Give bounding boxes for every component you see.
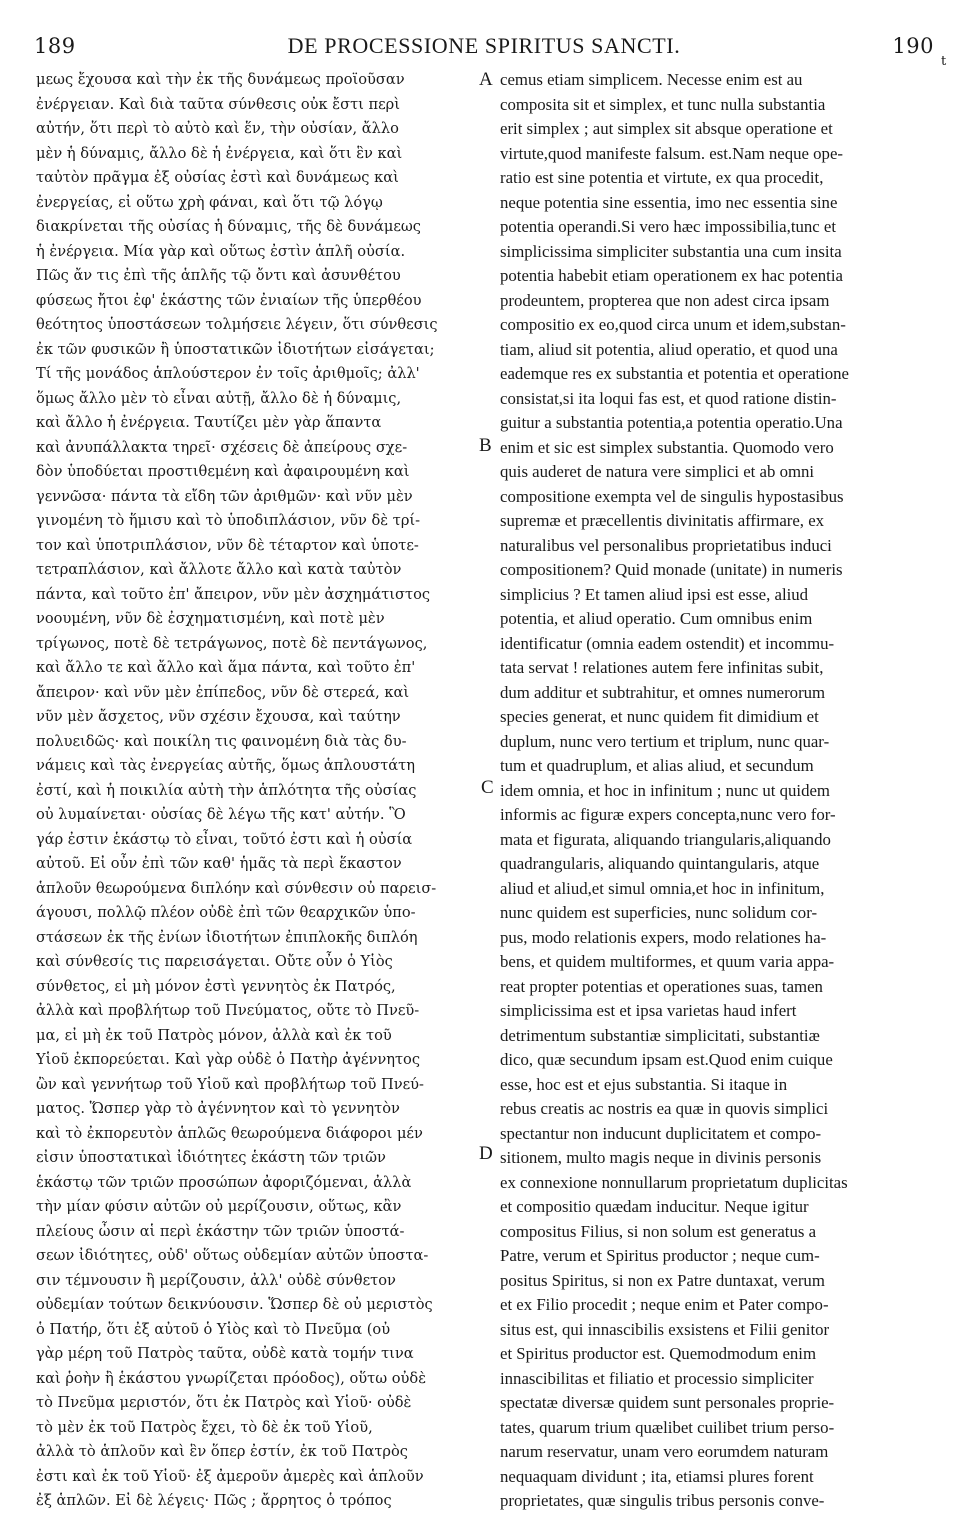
greek-text-line: νάμεις καὶ τὰς ἐνεργείας αὐτῆς, ὅμως ἁπλουστάτη [36,757,415,774]
greek-text-line: καὶ ἄλλο τε καὶ ἄλλο καὶ ἅμα πάντα, καὶ τοῦτο ἐπ' [36,659,416,676]
greek-text-line: γὰρ μέρη τοῦ Πατρὸς ταῦτα, οὐδὲ κατὰ τομήν τινα [36,1345,414,1362]
latin-text-line: narum reservatur, unam vero eorumdem naturam [500,1442,829,1461]
latin-text-line: dico, quæ secundum ipsam est.Quod enim cuique [500,1050,833,1069]
greek-text-line: τρίγωνος, ποτὲ δὲ τετράγωνος, ποτὲ δὲ πεντάγωνος, [36,634,428,652]
latin-text-line: ratio est sine potentia et virtute, ex qua procedit, [500,168,824,187]
greek-text-line: ἁπλοῦν θεωρούμενα διπλόην καὶ σύνθεσιν οὐ παρεισ- [36,879,437,897]
greek-text-line: ἡ ἐνέργεια. Μία γὰρ καὶ οὕτως ἐστὶν ἁπλῆ οὐσία. [36,242,406,260]
latin-text-line: reat propter potentias et operationes suas, tamen [500,976,823,996]
latin-column [500,68,936,1514]
latin-text-line: tata servat ! relationes autem fere infinitas subit, [500,658,824,677]
greek-text-line: αὐτήν, ὅτι περὶ τὸ αὐτὸ καὶ ἕν, τὴν οὐσίαν, ἄλλο [36,120,399,137]
greek-text-line: πλείους ὦσιν αἱ περὶ ἑκάστην τῶν τριῶν ὑποστά- [36,1222,405,1240]
latin-text-line: compositionem? Quid monade (unitate) in numeris [500,560,843,579]
latin-text-line: simplicius ? Et tamen aliud ipsi est esse, aliud [500,584,809,604]
greek-text-line: ματος. Ὥσπερ γὰρ τὸ ἀγέννητον καὶ τὸ γεννητὸν [36,1100,400,1117]
latin-text-line: consistat,si ita loqui fas est, et quod ratione distin- [500,388,837,408]
latin-text-line: composita sit et simplex, et tunc nulla substantia [500,94,826,114]
latin-text-line: quadrangularis, aliquando quintangularis, atque [500,854,820,873]
latin-text-line: innascibilitas et filiatio et processio simpliciter [500,1368,814,1388]
latin-text-line: spectantur non inducunt duplicitatem et compo- [500,1123,822,1143]
latin-text-line: compositione exempta vel de singulis hypostasibus [500,486,844,506]
latin-text-line: supremæ et præcellentis divinitatis affirmare, ex [500,511,825,530]
greek-text-line: Υἱοῦ ἐκπορεύεται. Καὶ γὰρ οὐδὲ ὁ Πατὴρ ἀγέννητος [36,1051,421,1068]
latin-text-line: guitur a substantia potentia,a potentia operatio.Una [500,413,843,432]
greek-text-line: ἑκάστῳ τῶν τριῶν προσώπων ἀφοριζόμεναι, ἀλλὰ [36,1173,412,1191]
latin-text-line: compositio ex eo,quod circa unum et idem,substan- [500,315,846,334]
greek-text-line: ἐστι καὶ ἐκ τοῦ Υἱοῦ· ἐξ ἀμεροῦν ἀμερὲς καὶ ἁπλοῦν [36,1467,424,1485]
greek-text-line: τὸ μὲν ἐκ τοῦ Πατρὸς ἔχει, τὸ δὲ ἐκ τοῦ Υἱοῦ, [36,1418,373,1436]
greek-text-line: γεννῶσα· πάντα τὰ εἴδη τῶν ἀριθμῶν· καὶ νῦν μὲν [36,487,413,505]
greek-text-line: τον καὶ ὑποτριπλάσιον, νῦν δὲ τέταρτον καὶ ὑποτε- [36,536,419,554]
latin-text-line: positus Spiritus, si non ex Patre duntaxat, verum [500,1270,825,1290]
latin-text-line: idem omnia, et hoc in infinitum ; nunc ut quidem [500,780,830,800]
latin-text-line: duplum, nunc vero tertium et triplum, nunc quar- [500,731,830,751]
greek-text-line: νοουμένη, νῦν δὲ ἐσχηματισμένη, καὶ ποτὲ μὲν [36,610,385,627]
greek-text-line: τὴν μίαν φύσιν αὐτῶν οὐ μερίζουσιν, οὕτως, κἂν [36,1198,402,1215]
greek-text-line: ἀλλὰ καὶ προβλήτωρ τοῦ Πνεύματος, οὔτε τὸ Πνεῦ- [36,1002,420,1019]
latin-text-line: cemus etiam simplicem. Necesse enim est au [500,70,803,89]
greek-column [36,68,474,1514]
latin-text-line: compositus Filius, si non solum est generatus a [500,1221,817,1241]
greek-text-line: ταὐτὸν πρᾶγμα ἐξ οὐσίας ἐστὶ καὶ δυνάμεως καὶ [36,169,399,186]
greek-text-line: ἀλλὰ τὸ ἁπλοῦν καὶ ἓν ὅπερ ἐστίν, ἐκ τοῦ Πατρὸς [36,1443,408,1460]
latin-text-line: identificatur (omnia eadem ostendit) et incommu- [500,633,835,653]
page-number-right: 190 [892,34,934,58]
greek-text-line: Πῶς ἄν τις ἐπὶ τῆς ἁπλῆς τῷ ὄντι καὶ ἀσυνθέτου [36,267,401,284]
latin-text-line: pus, modo relationis expers, modo relationes ha- [500,927,827,947]
latin-text-line: tiam, aliud sit potentia, aliud operatio, et quod una [500,339,838,359]
greek-text-line: ἐστί, καὶ ἡ ποικιλία αὐτὴ τὴν ἁπλότητα τῆς οὐσίας [36,781,417,799]
latin-text-line: proprietates, quæ singulis tribus personis conve- [500,1491,825,1510]
latin-text-line: ex connexione nonnullarum proprietatum duplicitas [500,1172,848,1192]
latin-text-line: tum et quadruplum, et alias aliud, et secundum [500,756,814,775]
greek-text-line: ὢν καὶ γεννήτωρ τοῦ Υἱοῦ καὶ προβλήτωρ τοῦ Πνεύ- [36,1075,424,1093]
latin-text-line: et Spiritus productor est. Quemodmodum enim [500,1344,817,1363]
margin-letter-c: C [481,777,494,798]
greek-text-line: θεότητος ὑποστάσεων τολμήσειε λέγειν, ὅτι σύνθεσις [36,316,438,333]
greek-text-line: τετραπλάσιον, καὶ ἄλλοτε ἄλλο καὶ κατὰ ταὐτὸν [36,561,402,578]
latin-text-line: rebus creatis ac nostris ea quæ in quovis simplici [500,1099,829,1118]
greek-text-line: καὶ τὸ ἐκπορευτὸν ἁπλῶς θεωρούμενα διάφοροι μέν [36,1124,423,1142]
margin-letter-a: A [479,69,493,90]
greek-text-line: καὶ ἀνυπάλλακτα τηρεῖ· σχέσεις δὲ ἀπείρους σχε- [36,438,408,456]
latin-text-line: et ex Filio procedit ; neque enim et Pater compo- [500,1295,829,1314]
latin-text-line: informis ac figuræ expers concepta,nunc vero for- [500,805,836,824]
latin-text-line: esse, hoc est et ejus substantia. Si itaque in [500,1074,788,1094]
latin-text-line: tates, quarum trium quælibet cuilibet trium perso- [500,1417,835,1437]
latin-text-line: quis auderet de natura vere simplici et ab omni [500,462,815,481]
greek-text-line: οὐδεμίαν τούτων δεικνύουσιν. Ὥσπερ δὲ οὐ μεριστὸς [36,1296,433,1313]
greek-text-line: φύσεως ἤτοι ἐφ' ἑκάστης τῶν ἐνιαίων τῆς ὑπερθέου [36,291,422,309]
greek-text-line: καὶ ῥοὴν ἢ ἑκάστου γνωρίζεται πρόοδος), οὕτω οὐδὲ [36,1369,427,1387]
greek-text-line: μεως ἔχουσα καὶ τὴν ἐκ τῆς δυνάμεως προϊοῦσαν [36,71,405,88]
greek-text-line: ἐνέργειαν. Καὶ διὰ ταῦτα σύνθεσις οὐκ ἔστι περὶ [36,95,400,113]
greek-text-line: ἐνεργείας, εἰ οὕτω χρὴ φάναι, καὶ ὅτι τῷ λόγῳ [36,193,383,211]
latin-text-line: Patre, verum et Spiritus productor ; neque cum- [500,1246,820,1265]
greek-text-line: ἄπειρον· καὶ νῦν μὲν ἐπίπεδος, νῦν δὲ στερεά, καὶ [36,683,410,701]
latin-text-line: naturalibus vel personalibus proprietatibus induci [500,535,832,555]
latin-text-line: aliud et aliud,et simul omnia,et hoc in infinitum, [500,878,825,898]
greek-text-line: σιν τέμνουσιν ἢ μερίζουσιν, ἀλλ' οὐδὲ σύνθετον [36,1271,396,1289]
latin-text-line: spectatæ diversæ quidem sunt personales proprie- [500,1393,835,1412]
latin-text-line: enim et sic est simplex substantia. Quomodo vero [500,437,834,457]
greek-text-line: Τί τῆς μονάδος ἁπλούστερον ἐν τοῖς ἀριθμοῖς; ἀλλ' [36,365,420,382]
greek-text-line: δὸν ὑποδύεται προστιθεμένη καὶ ἀφαιρουμένη καὶ [36,463,410,480]
latin-text-line: detrimentum substantiæ simplicitati, substantiæ [500,1025,820,1045]
latin-text-line: species generat, et nunc quidem fit dimidium et [500,707,819,726]
greek-text-line: ἐξ ἁπλῶν. Εἰ δὲ λέγεις· Πῶς ; ἄρρητος ὁ τρόπος [36,1492,392,1509]
latin-text-line: simplicissima simpliciter substantia una cum insita [500,241,842,261]
greek-text-line: τὸ Πνεῦμα μεριστόν, ὅτι ἐκ Πατρὸς καὶ Υἱοῦ· οὐδὲ [36,1394,412,1411]
greek-text-line: σύνθετος, εἰ μὴ μόνον ἐστὶ γεννητὸς ἐκ Πατρός, [36,977,396,995]
latin-text-line: mata et figurata, aliquando triangularis,aliquando [500,829,831,849]
greek-text-line: ὁ Πατήρ, ὅτι ἐξ αὐτοῦ ὁ Υἱὸς καὶ τὸ Πνεῦμα (οὐ [36,1320,391,1338]
greek-text-line: μὲν ἡ δύναμις, ἄλλο δὲ ἡ ἐνέργεια, καὶ ὅτι ἓν καὶ [36,144,403,162]
latin-text-line: dum additur et subtrahitur, et omnes numerorum [500,682,826,702]
greek-text-line: ὅμως ἄλλο μὲν τὸ εἶναι αὐτῇ, ἄλλο δὲ ἡ δύναμις, [36,389,402,407]
latin-text-line: et compositio quædam inducitur. Neque igitur [500,1197,809,1216]
latin-text-line: virtute,quod manifeste falsum. est.Nam neque ope- [500,143,843,163]
greek-text-line: γάρ ἐστιν ἑκάστῳ τὸ εἶναι, τοῦτό ἐστι καὶ ἡ οὐσία [36,830,413,848]
greek-text-line: διακρίνεται τῆς οὐσίας ἡ δύναμις, τῆς δὲ δυνάμεως [36,218,421,235]
latin-text-line: simplicissima est et ipsa varietas haud infert [500,1001,797,1020]
latin-text-line: prodeuntem, propterea que non adest circa ipsam [500,290,830,310]
latin-text-line: potentia, et aliud operatio. Cum omnibus enim [500,609,813,628]
greek-text-line: σεων ἰδιότητες, οὐδ' οὕτως οὐδεμίαν αὐτῶν ὑποστα- [36,1247,429,1264]
greek-text-line: εἰσιν ὑποστατικαὶ ἰδιότητες ἑκάστη τῶν τριῶν [36,1149,386,1166]
greek-text-line: πολυειδῶς· καὶ ποικίλη τις φαινομένη διὰ τὰς δυ- [36,732,407,750]
latin-text-line: situs est, qui innascibilis exsistens et Filii genitor [500,1319,830,1339]
latin-text-line: erit simplex ; aut simplex sit absque operatione et [500,119,833,138]
latin-text-line: nequaquam dividunt ; ita, etiamsi plures forent [500,1466,814,1486]
margin-letter-b: B [479,435,492,456]
greek-text-line: καὶ σύνθεσίς τις παρεισάγεται. Οὔτε οὖν ὁ Υἱὸς [36,953,393,970]
page-header [34,34,934,58]
latin-text-line: neque potentia sine essentia, imo nec essentia sine [500,192,838,212]
latin-text-line: potentia operandi.Si vero hæc impossibilia,tunc et [500,217,837,236]
latin-text-line: bens, et quidem multiformes, et quum varia appa- [500,952,835,971]
latin-text-line: potentia habebit etiam operationem ex hac potentia [500,266,843,285]
greek-text-line: άγουσι, πολλῷ πλέον οὐδὲ ἐπὶ τῶν θεαρχικῶν ὑπο- [36,904,416,921]
greek-text-line: στάσεων ἐκ τῆς ἐνίων ἰδιοτήτων ἐπιπλοκῆς διπλόη [36,928,418,946]
greek-text-line: γινομένη τὸ ἥμισυ καὶ τὸ ὑποδιπλάσιον, νῦν δὲ τρί- [36,512,421,529]
latin-text-line: eademque res ex substantia et potentia et operatione [500,364,850,383]
page-number-left: 189 [34,34,76,58]
greek-text-line: νῦν μὲν ἄσχετος, νῦν σχέσιν ἔχουσα, καὶ ταύτην [36,708,401,725]
greek-text-line: μα, εἰ μὴ ἐκ τοῦ Πατρὸς μόνον, ἀλλὰ καὶ ἐκ τοῦ [36,1026,392,1044]
latin-text-line: sitionem, multo magis neque in divinis personis [500,1148,822,1167]
greek-text-line: πάντα, καὶ τοῦτο ἐπ' ἄπειρον, νῦν μὲν ἀσχημάτιστος [36,585,431,603]
greek-text-line: ἐκ τῶν φυσικῶν ἢ ὑποστατικῶν ἰδιοτήτων εἰσάγεται; [36,340,435,358]
greek-text-line: καὶ ἄλλο ἡ ἐνέργεια. Ταυτίζει μὲν γὰρ ἅπαντα [36,414,382,431]
corner-mark: t [941,54,947,69]
greek-text-line: αὐτοῦ. Εἰ οὖν ἐπὶ τῶν καθ' ἡμᾶς τὰ περὶ ἕκαστον [36,855,402,872]
margin-letter-d: D [479,1143,493,1164]
running-title: DE PROCESSIONE SPIRITUS SANCTI. [287,33,681,58]
latin-text-line: nunc quidem est superficies, nunc solidum cor- [500,903,818,922]
greek-text-line: οὐ λυμαίνεται· οὐσίας δὲ λέγω τῆς κατ' αὐτήν. Ὃ [36,806,406,823]
